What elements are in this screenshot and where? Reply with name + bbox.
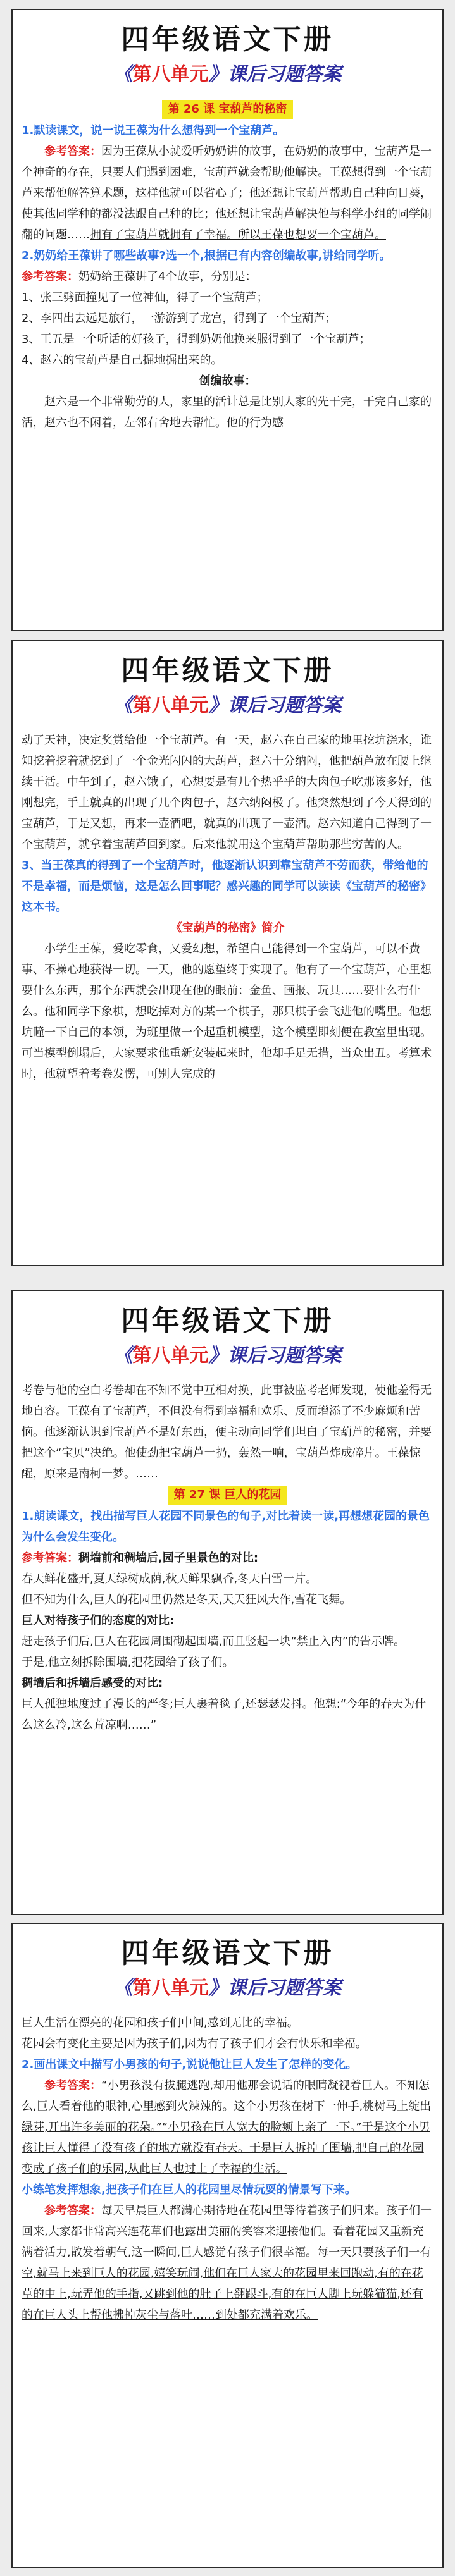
answer-2: 参考答案：奶奶给王葆讲了4个故事，分别是： xyxy=(22,270,257,283)
text-line: 于是,他立刻拆除围墙,把花园给了孩子们。 xyxy=(22,1656,234,1669)
text-line: 巨人孤独地度过了漫长的严冬;巨人裹着毯子,还瑟瑟发抖。他想:“今年的春天为什么这么冷,这么荒凉啊……” xyxy=(22,1698,427,1732)
question-2: 2.奶奶给王葆讲了哪些故事?选一个,根据已有内容创编故事,讲给同学听。 xyxy=(22,249,391,262)
question-2: 2.画出课文中描写小男孩的句子,说说他让巨人发生了怎样的变化。 xyxy=(22,2058,358,2071)
story-title: 创编故事： xyxy=(199,374,256,388)
card-body xyxy=(13,99,442,433)
page-card-1 xyxy=(11,9,444,631)
unit-name: 第八单元 xyxy=(132,1345,209,1367)
page-title: 四年级语文下册 xyxy=(121,655,334,687)
lesson-heading: 第 27 课 巨人的花园 xyxy=(168,1486,288,1505)
unit-subtitle: 《第八单元》课后习题答案 xyxy=(113,1345,342,1367)
unit-subtitle: 《第八单元》课后习题答案 xyxy=(113,1977,342,1999)
question-3: 小练笔发挥想象,把孩子们在巨人的花园里尽情玩耍的情景写下来。 xyxy=(22,2183,356,2197)
card-header xyxy=(13,10,442,99)
intro-title: 《宝葫芦的秘密》简介 xyxy=(170,921,285,935)
lesson-heading: 第 26 课 宝葫芦的秘密 xyxy=(162,100,294,119)
intro-paragraph: 考卷与他的空白考卷却在不知不觉中互相对换，此事被监考老师发现，使他羞得无地自容。王葆有了宝葫芦，不但没有得到幸福和欢乐、反而增添了不少麻烦和苦恼。他逐渐认识到宝葫芦不是好东西，便主动向同学们坦白了宝葫芦的秘密，并要把这个“宝贝”决绝。他使劲把宝葫芦一扔，轰然一响，宝葫芦炸成碎片。王葆惊醒，原来是南柯一梦。…… xyxy=(22,1384,432,1481)
page-title: 四年级语文下册 xyxy=(121,23,334,56)
question-1: 1.默读课文，说一说王葆为什么想得到一个宝葫芦。 xyxy=(22,124,285,137)
page-card-3 xyxy=(11,1290,444,1915)
unit-subtitle: 《第八单元》课后习题答案 xyxy=(113,694,342,717)
answer-3: 参考答案：每天早晨巨人都满心期待地在花园里等待着孩子们归来。孩子们一回来,大家都非常高兴连花草们也露出美丽的笑容来迎接他们。看着花园又重新充满着活力,散发着朝气,这一瞬间,巨人感觉有孩子们很幸福。每一天只要孩子们一有空,就马上来到巨人的花园,嬉笑玩闹,他们在巨人家大的花园里来回跑动,有的在花草的中上,玩弄他的手指,又跳到他的肚子上翻跟斗,有的在巨人脚上玩躲猫猫,还有的在巨人头上帮他拂掉灰尘与落叶……到处都充满着欢乐。 xyxy=(22,2204,432,2322)
card-body xyxy=(13,2012,442,2326)
text-line: 巨人生活在漂亮的花园和孩子们中间,感到无比的幸福。 xyxy=(22,2016,299,2030)
sub-heading: 巨人对待孩子们的态度的对比: xyxy=(22,1614,175,1627)
sub-heading: 稠墙后和拆墙后感受的对比: xyxy=(22,1677,163,1690)
unit-name: 第八单元 xyxy=(132,63,209,85)
unit-name: 第八单元 xyxy=(132,694,209,717)
answer-2: 参考答案：“小男孩没有拔腿逃跑,却用他那会说话的眼睛凝视着巨人。不知怎么,巨人看着他的眼神,心里感到火辣辣的。这个小男孩在树下一伸手,桃树马上绽出绿芽,开出许多美丽的花朵。”“小男孩在巨人宽大的脸颊上亲了一下。”于是这个小男孩让巨人懂得了没有孩子的地方就没有春天。于是巨人拆掉了围墙,把自己的花园变成了孩子们的乐园,从此巨人也过上了幸福的生活。 xyxy=(22,2079,432,2176)
answer-1: 参考答案：稠墙前和稠墙后,园子里景色的对比: xyxy=(22,1551,259,1565)
list-item: 4、赵六的宝葫芦是自己掘地掘出来的。 xyxy=(22,354,223,367)
list-item: 3、王五是一个听话的好孩子，得到奶奶他换来服得到了一个宝葫芦； xyxy=(22,333,371,346)
list-item: 1、张三劈面撞见了一位神仙，得了一个宝葫芦； xyxy=(22,291,268,304)
text-line: 赶走孩子们后,巨人在花园周围砌起围墙,而且竖起一块“禁止入内”的告示牌。 xyxy=(22,1635,406,1648)
text-line: 但不知为什么,巨人的花园里仍然是冬天,天天狂风大作,雪花飞舞。 xyxy=(22,1593,352,1606)
page-card-2 xyxy=(11,640,444,1266)
story-paragraph: 动了天神，决定奖赏给他一个宝葫芦。有一天，赵六在自己家的地里挖坑浇水，谁知挖着挖着就挖到了一个金光闪闪的大葫芦，赵六十分纳闷，他把葫芦放在腰上继续干活。中午到了，赵六饿了，心想要是有几个热乎乎的大肉包子吃那该多好，他刚想完，手上就真的出现了几个肉包子，赵六纳闷极了。他突然想到了今天得到的宝葫芦，于是又想，再来一壶酒吧，就真的出现了一壶酒。赵六知道自己得到了一个宝葫芦，就拿着宝葫芦回到家。后来他就用这个宝葫芦帮助那些穷苦的人。 xyxy=(22,734,432,851)
list-item: 2、李四出去远足旅行，一游游到了龙宫，得到了一个宝葫芦； xyxy=(22,312,337,325)
intro-paragraph: 小学生王葆，爱吃零食，又爱幻想，希望自己能得到一个宝葫芦，可以不费事、不操心地获得一切。一天，他的愿望终于实现了。他有了一个宝葫芦，心里想要什么东西，那个东西就会出现在他的眼前：金鱼、画报、玩具……要什么有什么。他和同学下象棋，想吃掉对方的某一个棋子，那只棋子会飞进他的嘴里。他想坑瞳一下自己的本领，为班里做一个起重机模型，这个模型即刻便在教室里出现。可当模型倒塌后，大家要求他重新安装起来时，他却手足无措，当众出丑。考算术时，他就望着考卷发愣，可别人完成的 xyxy=(22,942,432,1081)
unit-name: 第八单元 xyxy=(132,1977,209,1999)
text-line: 花园会有变化主要是因为孩子们,因为有了孩子们才会有快乐和幸福。 xyxy=(22,2037,367,2050)
card-body xyxy=(13,1380,442,1735)
story-paragraph: 赵六是一个非常勤劳的人，家里的活计总是比别人家的先干完，干完自己家的活，赵六也不闲着，左邻右舍地去帮忙。他的行为感 xyxy=(22,395,432,429)
card-header xyxy=(13,1291,442,1380)
answer-1: 参考答案：因为王葆从小就爱听奶奶讲的故事，在奶奶的故事中，宝葫芦是一个神奇的存在，只要人们遇到困难，宝葫芦就会帮助他解决。王葆想得到一个宝葫芦来帮他解答算术题，这样他就可以省心了；他还想让宝葫芦帮助自己种向日葵，使其他同学种的都没法跟自己种的比；他还想让宝葫芦解决他与科学小组的同学闹翻的问题……拥有了宝葫芦就拥有了幸福。所以王葆也想要一个宝葫芦。 xyxy=(22,145,432,242)
page-title: 四年级语文下册 xyxy=(121,1937,334,1969)
card-header xyxy=(13,1924,442,2012)
text-line: 春天鲜花盛开,夏天绿树成荫,秋天鲜果飘香,冬天白雪一片。 xyxy=(22,1572,318,1586)
card-body xyxy=(13,730,442,1085)
page-card-4 xyxy=(11,1923,444,2568)
page-title: 四年级语文下册 xyxy=(121,1305,334,1337)
question-1: 1.朗读课文，找出描写巨人花园不同景色的句子,对比着读一读,再想想花园的景色为什么会发生变化。 xyxy=(22,1510,430,1544)
question-3: 3、当王葆真的得到了一个宝葫芦时，他逐渐认识到靠宝葫芦不劳而获，带给他的不是幸福，而是烦恼，这是怎么回事呢？感兴趣的同学可以读读《宝葫芦的秘密》这本书。 xyxy=(22,859,432,914)
unit-subtitle: 《第八单元》课后习题答案 xyxy=(113,63,342,85)
card-header xyxy=(13,641,442,730)
